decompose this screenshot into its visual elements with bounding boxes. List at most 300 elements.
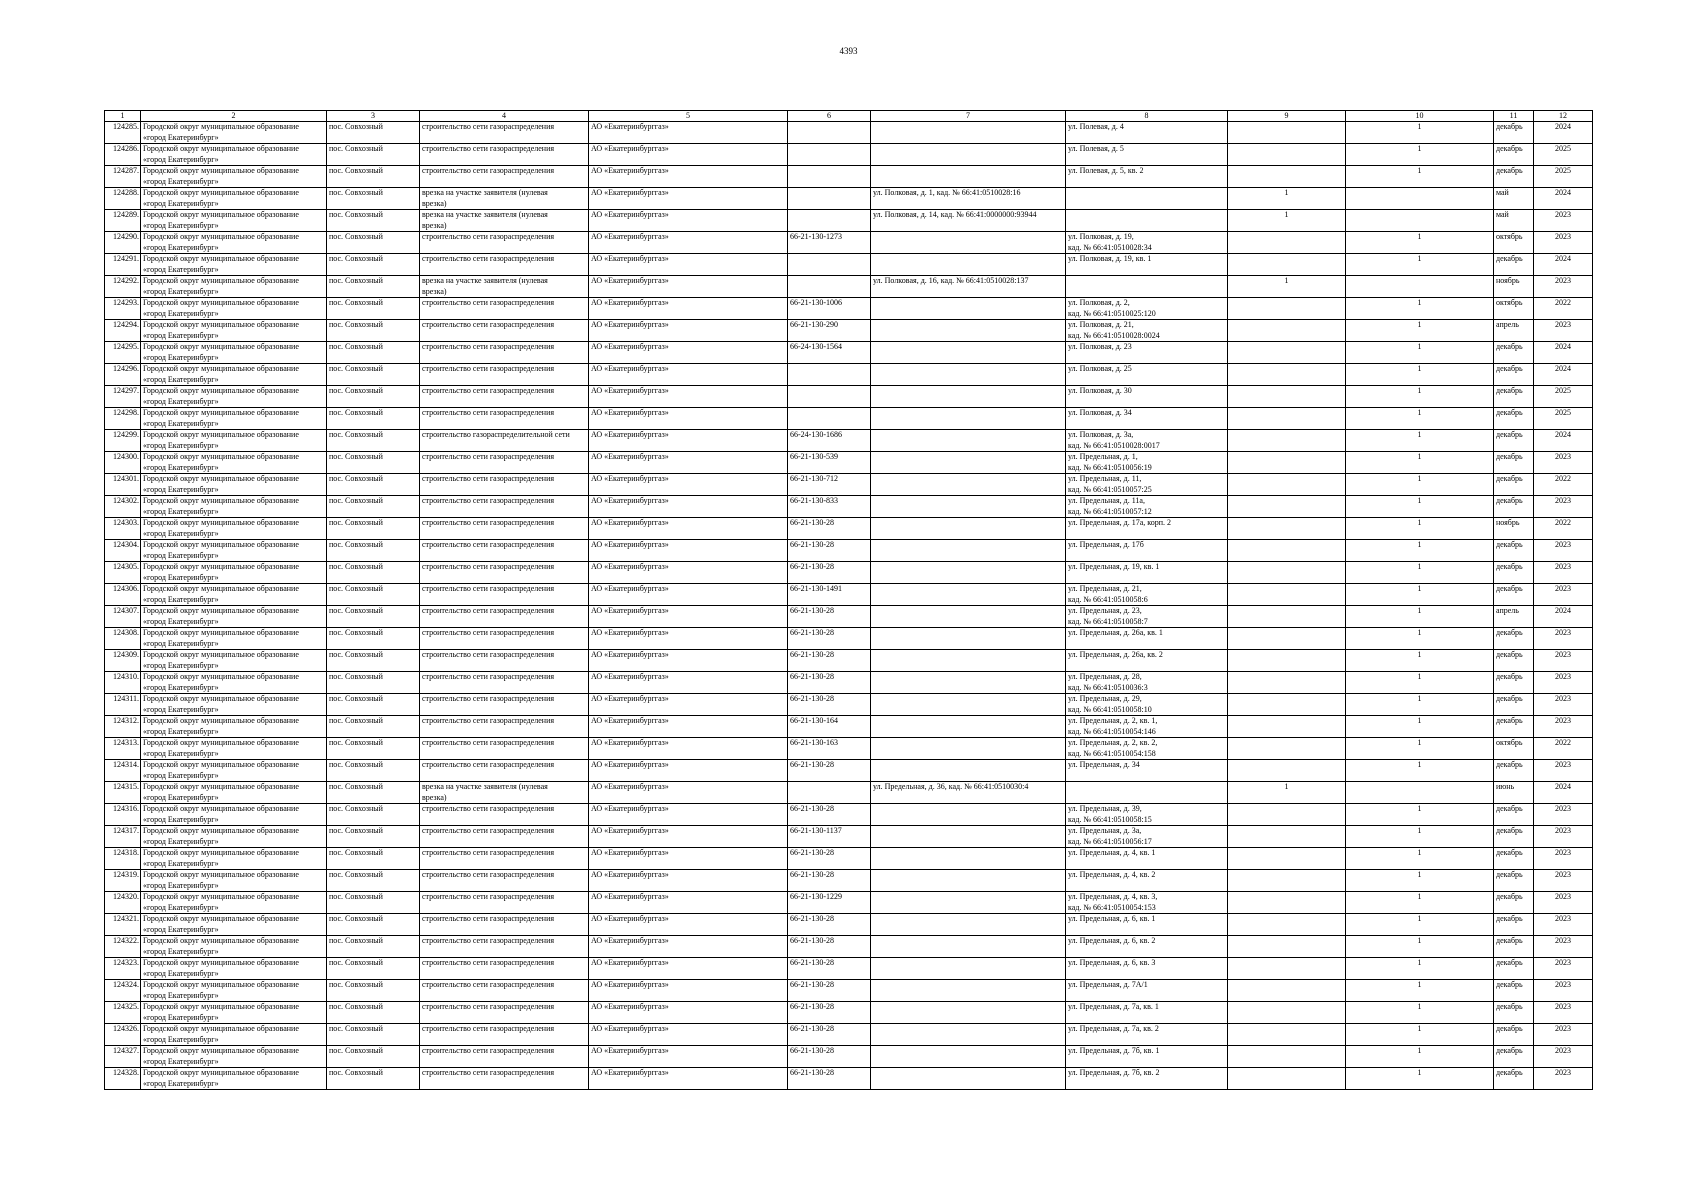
registry-code-cell (788, 254, 871, 276)
registry-code-cell: 66-21-130-28 (788, 606, 871, 628)
municipality-cell: Городской округ муниципальное образование «город Екатеринбург» (141, 716, 327, 738)
land-plot-address-cell (871, 628, 1066, 650)
organization-cell: АО «Екатеринбурггаз» (589, 606, 788, 628)
row-number-cell: 124320. (105, 892, 141, 914)
plot-count-cell: 1 (1228, 188, 1346, 210)
table-row (105, 804, 1593, 826)
row-number-cell: 124301. (105, 474, 141, 496)
year-cell: 2023 (1534, 1046, 1593, 1068)
settlement-cell: пос. Совхозный (327, 804, 420, 826)
object-address-cell: ул. Предельная, д. 11, кад. № 66:41:0510057:25 (1066, 474, 1228, 496)
registry-code-cell: 66-21-130-539 (788, 452, 871, 474)
object-address-cell: ул. Предельная, д. 6, кв. 2 (1066, 936, 1228, 958)
month-cell: декабрь (1494, 342, 1534, 364)
table-row (105, 892, 1593, 914)
registry-code-cell: 66-21-130-28 (788, 848, 871, 870)
municipality-cell: Городской округ муниципальное образование «город Екатеринбург» (141, 672, 327, 694)
row-number-cell: 124298. (105, 408, 141, 430)
row-number-cell: 124292. (105, 276, 141, 298)
municipality-cell: Городской округ муниципальное образование «город Екатеринбург» (141, 958, 327, 980)
work-type-cell: строительство сети газораспределения (420, 760, 589, 782)
municipality-cell: Городской округ муниципальное образование «город Екатеринбург» (141, 914, 327, 936)
table-row (105, 144, 1593, 166)
registry-code-cell: 66-21-130-1273 (788, 232, 871, 254)
column-header: 7 (871, 111, 1066, 122)
registry-code-cell (788, 408, 871, 430)
registry-code-cell: 66-21-130-1006 (788, 298, 871, 320)
work-type-cell: строительство сети газораспределения (420, 980, 589, 1002)
land-plot-address-cell (871, 518, 1066, 540)
work-type-cell: строительство сети газораспределения (420, 606, 589, 628)
month-cell: декабрь (1494, 804, 1534, 826)
settlement-cell: пос. Совхозный (327, 452, 420, 474)
land-plot-address-cell (871, 408, 1066, 430)
registry-code-cell: 66-21-130-28 (788, 1002, 871, 1024)
plot-count-cell (1228, 716, 1346, 738)
land-plot-address-cell (871, 474, 1066, 496)
object-count-cell (1346, 188, 1494, 210)
object-count-cell: 1 (1346, 628, 1494, 650)
municipality-cell: Городской округ муниципальное образование «город Екатеринбург» (141, 1024, 327, 1046)
settlement-cell: пос. Совхозный (327, 496, 420, 518)
column-header: 8 (1066, 111, 1228, 122)
settlement-cell: пос. Совхозный (327, 980, 420, 1002)
plot-count-cell (1228, 452, 1346, 474)
registry-code-cell: 66-21-130-1229 (788, 892, 871, 914)
municipality-cell: Городской округ муниципальное образование «город Екатеринбург» (141, 782, 327, 804)
registry-code-cell: 66-21-130-28 (788, 518, 871, 540)
work-type-cell: строительство сети газораспределения (420, 804, 589, 826)
work-type-cell: строительство сети газораспределения (420, 386, 589, 408)
table-row (105, 606, 1593, 628)
organization-cell: АО «Екатеринбурггаз» (589, 166, 788, 188)
municipality-cell: Городской округ муниципальное образование «город Екатеринбург» (141, 320, 327, 342)
work-type-cell: строительство сети газораспределения (420, 122, 589, 144)
month-cell: ноябрь (1494, 518, 1534, 540)
object-count-cell: 1 (1346, 584, 1494, 606)
year-cell: 2023 (1534, 232, 1593, 254)
organization-cell: АО «Екатеринбурггаз» (589, 386, 788, 408)
month-cell: декабрь (1494, 122, 1534, 144)
year-cell: 2023 (1534, 804, 1593, 826)
registry-code-cell: 66-21-130-28 (788, 672, 871, 694)
municipality-cell: Городской округ муниципальное образование «город Екатеринбург» (141, 364, 327, 386)
work-type-cell: строительство сети газораспределения (420, 232, 589, 254)
plot-count-cell (1228, 342, 1346, 364)
object-address-cell: ул. Предельная, д. 1, кад. № 66:41:0510056:19 (1066, 452, 1228, 474)
table-row (105, 320, 1593, 342)
work-type-cell: строительство сети газораспределения (420, 518, 589, 540)
row-number-cell: 124305. (105, 562, 141, 584)
month-cell: декабрь (1494, 584, 1534, 606)
year-cell: 2023 (1534, 210, 1593, 232)
table-row (105, 166, 1593, 188)
row-number-cell: 124293. (105, 298, 141, 320)
land-plot-address-cell (871, 298, 1066, 320)
object-address-cell: ул. Предельная, д. 11а, кад. № 66:41:0510057:12 (1066, 496, 1228, 518)
table-row (105, 1002, 1593, 1024)
municipality-cell: Городской округ муниципальное образование «город Екатеринбург» (141, 518, 327, 540)
object-address-cell (1066, 276, 1228, 298)
object-count-cell: 1 (1346, 452, 1494, 474)
row-number-cell: 124307. (105, 606, 141, 628)
land-plot-address-cell (871, 1046, 1066, 1068)
plot-count-cell (1228, 232, 1346, 254)
plot-count-cell (1228, 562, 1346, 584)
land-plot-address-cell (871, 804, 1066, 826)
registry-code-cell: 66-21-130-28 (788, 804, 871, 826)
register-table (104, 110, 1593, 1090)
object-count-cell: 1 (1346, 232, 1494, 254)
object-address-cell: ул. Предельная, д. 19, кв. 1 (1066, 562, 1228, 584)
registry-code-cell: 66-21-130-164 (788, 716, 871, 738)
plot-count-cell (1228, 760, 1346, 782)
object-address-cell: ул. Предельная, д. 7а, кв. 2 (1066, 1024, 1228, 1046)
month-cell: декабрь (1494, 386, 1534, 408)
municipality-cell: Городской округ муниципальное образование «город Екатеринбург» (141, 188, 327, 210)
organization-cell: АО «Екатеринбурггаз» (589, 210, 788, 232)
plot-count-cell (1228, 474, 1346, 496)
month-cell: декабрь (1494, 980, 1534, 1002)
settlement-cell: пос. Совхозный (327, 386, 420, 408)
organization-cell: АО «Екатеринбурггаз» (589, 254, 788, 276)
row-number-cell: 124306. (105, 584, 141, 606)
registry-code-cell: 66-21-130-28 (788, 936, 871, 958)
land-plot-address-cell (871, 540, 1066, 562)
month-cell: декабрь (1494, 540, 1534, 562)
row-number-cell: 124291. (105, 254, 141, 276)
land-plot-address-cell (871, 452, 1066, 474)
plot-count-cell (1228, 738, 1346, 760)
land-plot-address-cell (871, 166, 1066, 188)
land-plot-address-cell (871, 1002, 1066, 1024)
registry-code-cell: 66-21-130-163 (788, 738, 871, 760)
organization-cell: АО «Екатеринбурггаз» (589, 760, 788, 782)
municipality-cell: Городской округ муниципальное образование «город Екатеринбург» (141, 276, 327, 298)
registry-code-cell (788, 210, 871, 232)
row-number-cell: 124327. (105, 1046, 141, 1068)
object-address-cell: ул. Полковая, д. 2, кад. № 66:41:0510025:120 (1066, 298, 1228, 320)
object-address-cell: ул. Предельная, д. 23, кад. № 66:41:0510058:7 (1066, 606, 1228, 628)
table-row (105, 628, 1593, 650)
work-type-cell: врезка на участке заявителя (нулевая врезка) (420, 210, 589, 232)
municipality-cell: Городской округ муниципальное образование «город Екатеринбург» (141, 826, 327, 848)
object-address-cell: ул. Предельная, д. 3а, кад. № 66:41:0510056:17 (1066, 826, 1228, 848)
plot-count-cell (1228, 408, 1346, 430)
column-number-row (105, 111, 1593, 122)
object-count-cell: 1 (1346, 1024, 1494, 1046)
table-row (105, 1068, 1593, 1090)
settlement-cell: пос. Совхозный (327, 144, 420, 166)
object-count-cell: 1 (1346, 804, 1494, 826)
organization-cell: АО «Екатеринбурггаз» (589, 958, 788, 980)
municipality-cell: Городской округ муниципальное образование «город Екатеринбург» (141, 738, 327, 760)
municipality-cell: Городской округ муниципальное образование «город Екатеринбург» (141, 452, 327, 474)
column-header: 1 (105, 111, 141, 122)
settlement-cell: пос. Совхозный (327, 166, 420, 188)
organization-cell: АО «Екатеринбурггаз» (589, 804, 788, 826)
land-plot-address-cell (871, 386, 1066, 408)
column-header: 11 (1494, 111, 1534, 122)
municipality-cell: Городской округ муниципальное образование «город Екатеринбург» (141, 1046, 327, 1068)
land-plot-address-cell (871, 496, 1066, 518)
row-number-cell: 124318. (105, 848, 141, 870)
plot-count-cell (1228, 848, 1346, 870)
registry-code-cell: 66-21-130-28 (788, 562, 871, 584)
month-cell: декабрь (1494, 760, 1534, 782)
year-cell: 2023 (1534, 540, 1593, 562)
object-address-cell (1066, 188, 1228, 210)
settlement-cell: пос. Совхозный (327, 122, 420, 144)
organization-cell: АО «Екатеринбурггаз» (589, 672, 788, 694)
settlement-cell: пос. Совхозный (327, 320, 420, 342)
registry-code-cell (788, 386, 871, 408)
object-count-cell (1346, 782, 1494, 804)
plot-count-cell (1228, 320, 1346, 342)
land-plot-address-cell (871, 1024, 1066, 1046)
municipality-cell: Городской округ муниципальное образование «город Екатеринбург» (141, 540, 327, 562)
municipality-cell: Городской округ муниципальное образование «город Екатеринбург» (141, 1002, 327, 1024)
plot-count-cell (1228, 936, 1346, 958)
table-row (105, 672, 1593, 694)
land-plot-address-cell (871, 144, 1066, 166)
municipality-cell: Городской округ муниципальное образование «город Екатеринбург» (141, 650, 327, 672)
object-count-cell: 1 (1346, 958, 1494, 980)
table-row (105, 210, 1593, 232)
organization-cell: АО «Екатеринбурггаз» (589, 1046, 788, 1068)
registry-code-cell: 66-21-130-28 (788, 914, 871, 936)
work-type-cell: строительство сети газораспределения (420, 1046, 589, 1068)
organization-cell: АО «Екатеринбурггаз» (589, 562, 788, 584)
object-count-cell (1346, 276, 1494, 298)
year-cell: 2024 (1534, 606, 1593, 628)
table-row (105, 254, 1593, 276)
settlement-cell: пос. Совхозный (327, 1068, 420, 1090)
work-type-cell: строительство сети газораспределения (420, 1002, 589, 1024)
object-count-cell: 1 (1346, 364, 1494, 386)
land-plot-address-cell (871, 760, 1066, 782)
organization-cell: АО «Екатеринбурггаз» (589, 1068, 788, 1090)
work-type-cell: строительство сети газораспределения (420, 958, 589, 980)
object-count-cell: 1 (1346, 144, 1494, 166)
year-cell: 2023 (1534, 1002, 1593, 1024)
municipality-cell: Городской округ муниципальное образование «город Екатеринбург» (141, 628, 327, 650)
land-plot-address-cell: ул. Предельная, д. 36, кад. № 66:41:0510030:4 (871, 782, 1066, 804)
row-number-cell: 124326. (105, 1024, 141, 1046)
organization-cell: АО «Екатеринбурггаз» (589, 1002, 788, 1024)
year-cell: 2025 (1534, 408, 1593, 430)
row-number-cell: 124297. (105, 386, 141, 408)
object-address-cell (1066, 210, 1228, 232)
month-cell: декабрь (1494, 364, 1534, 386)
registry-code-cell: 66-21-130-28 (788, 694, 871, 716)
land-plot-address-cell (871, 848, 1066, 870)
municipality-cell: Городской округ муниципальное образование «город Екатеринбург» (141, 1068, 327, 1090)
object-count-cell: 1 (1346, 496, 1494, 518)
object-address-cell: ул. Предельная, д. 4, кв. 1 (1066, 848, 1228, 870)
year-cell: 2022 (1534, 518, 1593, 540)
object-count-cell: 1 (1346, 936, 1494, 958)
object-count-cell: 1 (1346, 650, 1494, 672)
organization-cell: АО «Екатеринбурггаз» (589, 628, 788, 650)
organization-cell: АО «Екатеринбурггаз» (589, 342, 788, 364)
object-address-cell: ул. Предельная, д. 28, кад. № 66:41:0510036:3 (1066, 672, 1228, 694)
row-number-cell: 124314. (105, 760, 141, 782)
table-row (105, 760, 1593, 782)
object-address-cell (1066, 782, 1228, 804)
settlement-cell: пос. Совхозный (327, 760, 420, 782)
table-row (105, 650, 1593, 672)
registry-code-cell: 66-24-130-1564 (788, 342, 871, 364)
settlement-cell: пос. Совхозный (327, 958, 420, 980)
year-cell: 2023 (1534, 914, 1593, 936)
organization-cell: АО «Екатеринбурггаз» (589, 408, 788, 430)
month-cell: декабрь (1494, 826, 1534, 848)
plot-count-cell (1228, 254, 1346, 276)
year-cell: 2023 (1534, 1068, 1593, 1090)
registry-code-cell (788, 782, 871, 804)
year-cell: 2025 (1534, 386, 1593, 408)
year-cell: 2023 (1534, 936, 1593, 958)
organization-cell: АО «Екатеринбурггаз» (589, 1024, 788, 1046)
object-count-cell: 1 (1346, 320, 1494, 342)
land-plot-address-cell (871, 342, 1066, 364)
month-cell: ноябрь (1494, 276, 1534, 298)
row-number-cell: 124313. (105, 738, 141, 760)
municipality-cell: Городской округ муниципальное образование «город Екатеринбург» (141, 254, 327, 276)
row-number-cell: 124316. (105, 804, 141, 826)
land-plot-address-cell (871, 1068, 1066, 1090)
land-plot-address-cell (871, 892, 1066, 914)
table-row (105, 188, 1593, 210)
month-cell: декабрь (1494, 144, 1534, 166)
month-cell: декабрь (1494, 1024, 1534, 1046)
row-number-cell: 124315. (105, 782, 141, 804)
municipality-cell: Городской округ муниципальное образование «город Екатеринбург» (141, 892, 327, 914)
column-header: 4 (420, 111, 589, 122)
page-number: 4393 (839, 46, 858, 56)
plot-count-cell (1228, 826, 1346, 848)
work-type-cell: строительство сети газораспределения (420, 364, 589, 386)
land-plot-address-cell (871, 584, 1066, 606)
month-cell: декабрь (1494, 628, 1534, 650)
settlement-cell: пос. Совхозный (327, 1046, 420, 1068)
land-plot-address-cell (871, 232, 1066, 254)
organization-cell: АО «Екатеринбурггаз» (589, 452, 788, 474)
municipality-cell: Городской округ муниципальное образование «город Екатеринбург» (141, 166, 327, 188)
year-cell: 2024 (1534, 342, 1593, 364)
work-type-cell: строительство сети газораспределения (420, 496, 589, 518)
object-count-cell: 1 (1346, 914, 1494, 936)
table-row (105, 848, 1593, 870)
object-count-cell: 1 (1346, 122, 1494, 144)
municipality-cell: Городской округ муниципальное образование «город Екатеринбург» (141, 584, 327, 606)
column-header: 3 (327, 111, 420, 122)
table-row (105, 914, 1593, 936)
municipality-cell: Городской округ муниципальное образование «город Екатеринбург» (141, 848, 327, 870)
object-address-cell: ул. Полковая, д. 21, кад. № 66:41:0510028:0024 (1066, 320, 1228, 342)
month-cell: декабрь (1494, 958, 1534, 980)
column-header: 5 (589, 111, 788, 122)
organization-cell: АО «Екатеринбурггаз» (589, 892, 788, 914)
year-cell: 2024 (1534, 188, 1593, 210)
row-number-cell: 124328. (105, 1068, 141, 1090)
municipality-cell: Городской округ муниципальное образование «город Екатеринбург» (141, 232, 327, 254)
land-plot-address-cell (871, 694, 1066, 716)
object-address-cell: ул. Предельная, д. 7А/1 (1066, 980, 1228, 1002)
plot-count-cell (1228, 386, 1346, 408)
year-cell: 2024 (1534, 122, 1593, 144)
column-header: 9 (1228, 111, 1346, 122)
work-type-cell: строительство сети газораспределения (420, 342, 589, 364)
row-number-cell: 124294. (105, 320, 141, 342)
object-address-cell: ул. Полевая, д. 4 (1066, 122, 1228, 144)
settlement-cell: пос. Совхозный (327, 408, 420, 430)
plot-count-cell (1228, 694, 1346, 716)
table-row (105, 958, 1593, 980)
municipality-cell: Городской округ муниципальное образование «город Екатеринбург» (141, 870, 327, 892)
registry-code-cell (788, 122, 871, 144)
land-plot-address-cell: ул. Полковая, д. 14, кад. № 66:41:0000000:93944 (871, 210, 1066, 232)
row-number-cell: 124311. (105, 694, 141, 716)
registry-code-cell: 66-21-130-28 (788, 958, 871, 980)
object-count-cell: 1 (1346, 386, 1494, 408)
object-address-cell: ул. Предельная, д. 2, кв. 1, кад. № 66:41:0510054:146 (1066, 716, 1228, 738)
year-cell: 2023 (1534, 826, 1593, 848)
object-address-cell: ул. Полевая, д. 5, кв. 2 (1066, 166, 1228, 188)
object-address-cell: ул. Предельная, д. 4, кв. 3, кад. № 66:41:0510054:153 (1066, 892, 1228, 914)
year-cell: 2023 (1534, 870, 1593, 892)
table-row (105, 562, 1593, 584)
month-cell: май (1494, 188, 1534, 210)
row-number-cell: 124308. (105, 628, 141, 650)
municipality-cell: Городской округ муниципальное образование «город Екатеринбург» (141, 606, 327, 628)
work-type-cell: строительство сети газораспределения (420, 584, 589, 606)
table-row (105, 694, 1593, 716)
plot-count-cell (1228, 1002, 1346, 1024)
object-address-cell: ул. Полковая, д. 23 (1066, 342, 1228, 364)
land-plot-address-cell (871, 826, 1066, 848)
month-cell: октябрь (1494, 738, 1534, 760)
table-row (105, 364, 1593, 386)
registry-code-cell: 66-21-130-28 (788, 1068, 871, 1090)
organization-cell: АО «Екатеринбурггаз» (589, 738, 788, 760)
year-cell: 2023 (1534, 562, 1593, 584)
work-type-cell: строительство сети газораспределения (420, 936, 589, 958)
row-number-cell: 124303. (105, 518, 141, 540)
settlement-cell: пос. Совхозный (327, 694, 420, 716)
municipality-cell: Городской округ муниципальное образование «город Екатеринбург» (141, 694, 327, 716)
object-address-cell: ул. Предельная, д. 4, кв. 2 (1066, 870, 1228, 892)
land-plot-address-cell (871, 430, 1066, 452)
row-number-cell: 124287. (105, 166, 141, 188)
year-cell: 2023 (1534, 892, 1593, 914)
row-number-cell: 124324. (105, 980, 141, 1002)
month-cell: декабрь (1494, 1068, 1534, 1090)
registry-code-cell: 66-21-130-28 (788, 650, 871, 672)
table-row (105, 276, 1593, 298)
object-address-cell: ул. Предельная, д. 29, кад. № 66:41:0510058:10 (1066, 694, 1228, 716)
table-row (105, 1024, 1593, 1046)
organization-cell: АО «Екатеринбурггаз» (589, 936, 788, 958)
land-plot-address-cell (871, 738, 1066, 760)
land-plot-address-cell (871, 958, 1066, 980)
object-address-cell: ул. Предельная, д. 26а, кв. 1 (1066, 628, 1228, 650)
land-plot-address-cell (871, 364, 1066, 386)
organization-cell: АО «Екатеринбурггаз» (589, 144, 788, 166)
object-count-cell: 1 (1346, 430, 1494, 452)
year-cell: 2024 (1534, 364, 1593, 386)
